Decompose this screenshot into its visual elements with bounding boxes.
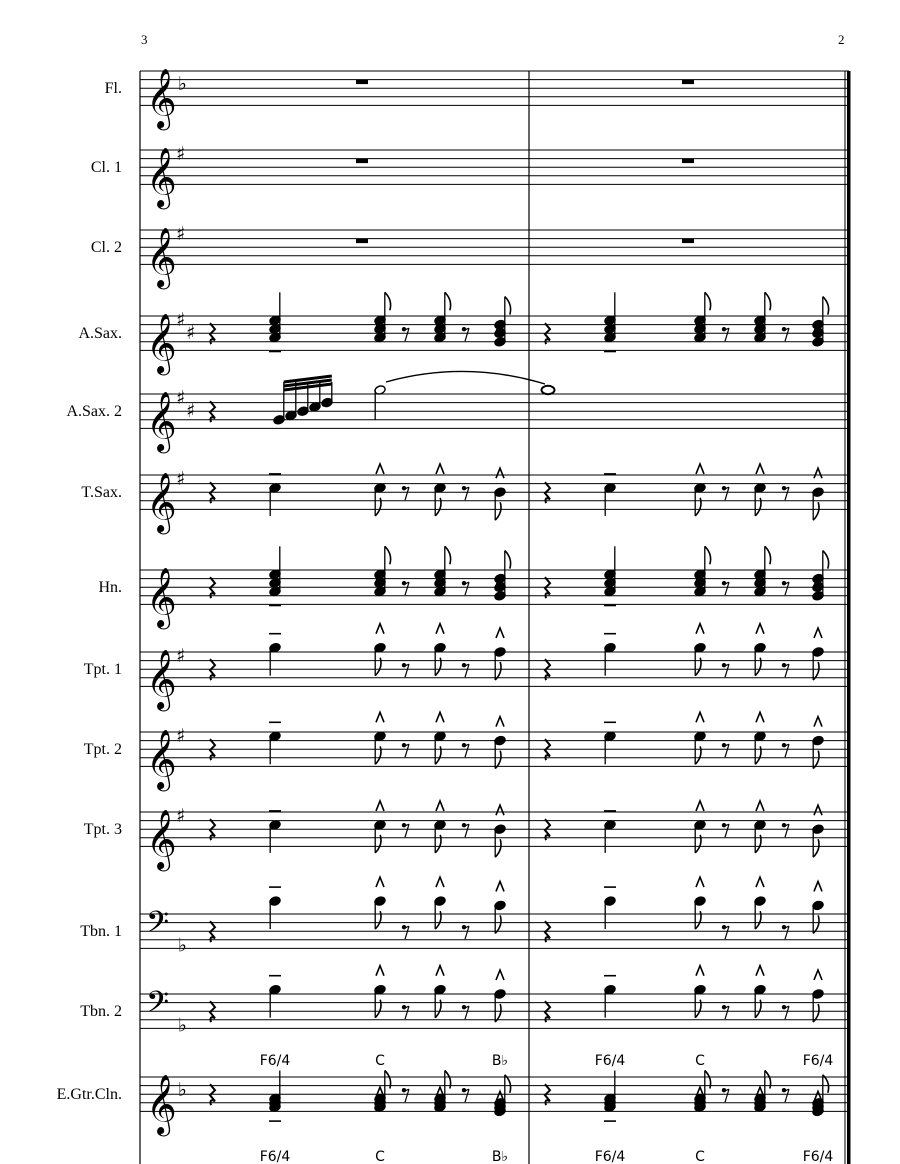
marcato-accent [496,628,504,638]
staff-7 [98,546,849,629]
staff-12 [80,966,849,1037]
marcato-accent [436,877,444,887]
instrument-label: Tpt. 1 [83,661,122,679]
marcato-accent [436,801,444,811]
marcato-accent [496,468,504,478]
staff-8 [84,624,849,712]
instrument-label: A.Sax. 2 [66,403,122,421]
sharp-sign: ♯ [176,223,186,245]
instrument-label: Hn. [98,579,122,597]
chord-symbol: C [695,1053,705,1069]
whole-rest [356,239,368,244]
flat-sign: ♭ [178,73,187,96]
marcato-accent [756,624,764,634]
marcato-accent [376,624,384,634]
bass-clef-icon: 𝄢 [146,986,170,1027]
flag [495,502,501,520]
treble-clef-icon: 𝄞 [146,567,177,628]
staff-2 [91,143,849,209]
flat-sign: ♭ [178,1079,187,1102]
sharp-sign: ♯ [176,645,186,667]
chord-symbol: F6/4 [802,1053,834,1069]
marcato-accent [696,966,704,976]
treble-clef-icon: 𝄞 [146,1074,177,1135]
instrument-label: Tpt. 3 [83,821,122,839]
staff-11 [80,877,849,956]
treble-clef-icon: 𝄞 [146,227,177,288]
flag [505,297,511,315]
whole-note [542,386,555,394]
marcato-accent [376,801,384,811]
marcato-accent [814,970,822,980]
marcato-accent [496,970,504,980]
treble-clef-icon: 𝄞 [146,649,177,710]
flag [823,297,829,315]
staves-layer [57,68,851,1164]
sharp-sign: ♯ [186,322,196,345]
marcato-accent [756,966,764,976]
treble-clef-icon: 𝄞 [146,391,177,452]
instrument-label: Fl. [104,80,122,98]
treble-clef-icon: 𝄞 [146,313,177,374]
marcato-accent [376,966,384,976]
marcato-accent [436,712,444,722]
flag [813,751,819,769]
flag [813,839,819,857]
sharp-sign: ♯ [176,143,186,165]
measure-number: 3 [141,32,148,47]
chord-symbol: C [375,1149,385,1164]
flag [445,292,451,310]
instrument-label: Tpt. 2 [83,741,122,759]
treble-clef-icon: 𝄞 [146,809,177,870]
marcato-accent [376,464,384,474]
flag [705,292,711,310]
chord-symbol: B♭ [491,1053,509,1069]
flag [495,839,501,857]
chord-symbol: F6/4 [594,1149,626,1164]
marcato-accent [496,805,504,815]
chord-symbol: F6/4 [259,1053,291,1069]
flag [765,546,771,564]
sharp-sign: ♯ [176,387,186,409]
sharp-sign: ♯ [176,468,186,490]
sharp-sign: ♯ [186,400,196,423]
marcato-accent [696,801,704,811]
treble-clef-icon: 𝄞 [146,147,177,208]
marcato-accent [814,628,822,638]
marcato-accent [814,468,822,478]
marcato-accent [696,624,704,634]
flag [505,551,511,569]
chord-symbol: C [695,1149,705,1164]
flag [495,751,501,769]
marcato-accent [696,464,704,474]
flag [813,502,819,520]
marcato-accent [756,877,764,887]
bass-clef-icon: 𝄢 [146,906,170,947]
marcato-accent [756,464,764,474]
sharp-sign: ♯ [176,309,186,331]
whole-rest [682,80,694,85]
chord-symbol: F6/4 [259,1149,291,1164]
marcato-accent [814,805,822,815]
flag [445,546,451,564]
chord-symbol: F6/4 [802,1149,834,1164]
instrument-label: E.Gtr.Cln. [56,1086,122,1104]
page-number: 2 [838,32,845,47]
marcato-accent [696,712,704,722]
flag [765,292,771,310]
marcato-accent [696,877,704,887]
instrument-label: Tbn. 2 [80,1003,122,1021]
staff-5 [66,371,849,453]
whole-rest [682,159,694,164]
chord-symbol: C [375,1053,385,1069]
marcato-accent [814,717,822,727]
staff-9 [84,712,849,791]
flag [385,546,391,564]
marcato-accent [496,717,504,727]
marcato-accent [756,801,764,811]
flat-sign: ♭ [178,934,187,957]
instrument-label: Tbn. 1 [80,923,122,941]
whole-rest [356,80,368,85]
marcato-accent [436,464,444,474]
chord-symbol: F6/4 [594,1053,626,1069]
whole-rest [682,239,694,244]
staff-10 [84,801,849,872]
marcato-accent [814,881,822,891]
staff-6 [81,464,849,535]
whole-rest [356,159,368,164]
flag [385,292,391,310]
staff-1 [105,68,849,130]
marcato-accent [756,712,764,722]
instrument-label: Cl. 1 [90,159,122,177]
marcato-accent [436,966,444,976]
staff-3 [91,223,849,289]
instrument-label: A.Sax. [78,325,122,343]
flag [705,546,711,564]
staff-4 [78,292,849,375]
treble-clef-icon: 𝄞 [146,472,177,533]
sharp-sign: ♯ [176,805,186,827]
instrument-label: Cl. 2 [90,239,122,257]
tie [386,371,545,384]
marcato-accent [496,881,504,891]
staff-13 [57,1053,849,1164]
treble-clef-icon: 𝄞 [146,729,177,790]
marcato-accent [436,624,444,634]
flat-sign: ♭ [178,1014,187,1037]
treble-clef-icon: 𝄞 [146,68,177,129]
chord-symbol: B♭ [491,1149,509,1164]
sharp-sign: ♯ [176,725,186,747]
flag [823,551,829,569]
marcato-accent [376,712,384,722]
instrument-label: T.Sax. [81,484,122,502]
marcato-accent [376,877,384,887]
final-barline-thick [847,71,851,1164]
